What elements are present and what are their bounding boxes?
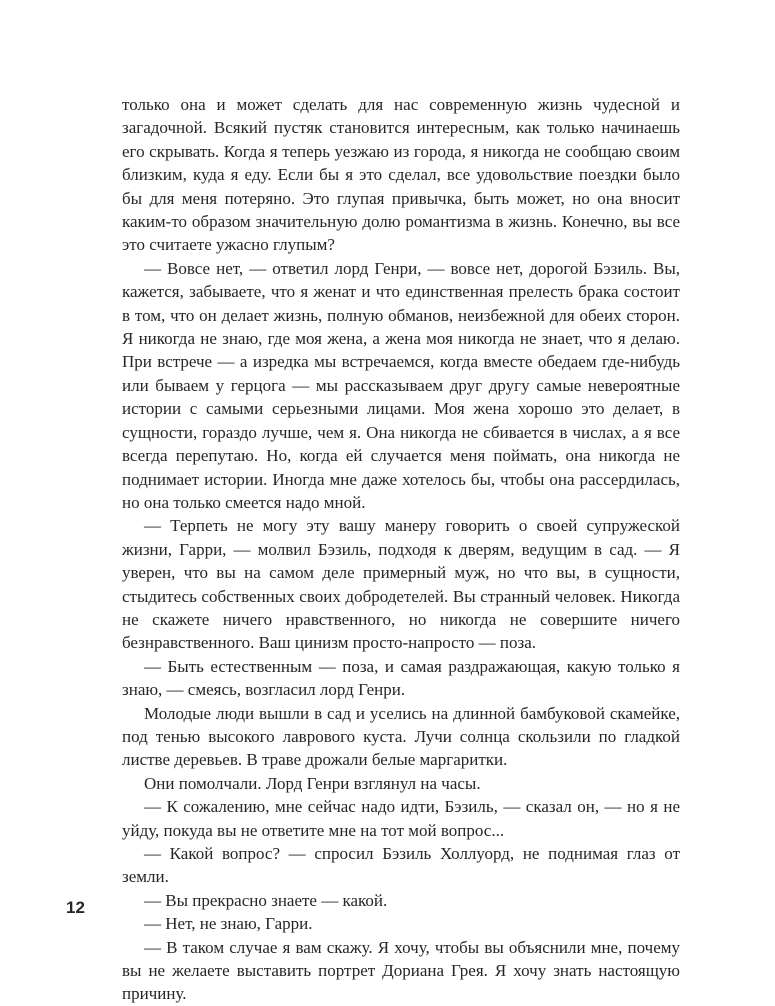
paragraph-11: — В таком случае я вам скажу. Я хочу, чтобы вы объяснили мне, почему вы не желаете выставить портрет Дориана Грея. Я хочу знать настоящую причину. [122,937,680,1004]
paragraph-4: — Быть естественным — поза, и самая раздражающая, какую только я знаю, — смеясь, возгласил лорд Генри. [122,656,680,700]
paragraph-5: Молодые люди вышли в сад и уселись на длинной бамбуковой скамейке, под тенью высокого лаврового куста. Лучи солнца скользили по гладкой листве деревьев. В траве дрожали белые маргаритки. [122,703,680,770]
paragraph-6: Они помолчали. Лорд Генри взглянул на часы. [144,773,481,793]
paragraph-3: — Терпеть не могу эту вашу манеру говорить о своей супружеской жизни, Гарри, — молвил Бэзиль, подходя к дверям, ведущим в сад. — Я уверен, что вы на самом деле примерный муж, но что вы, в сущности, стыдитесь собственных своих добродетелей. Вы странный человек. Никогда не скажете ничего нравственного, но никогда не совершите ничего безнравственного. Ваш цинизм просто-напросто — поза. [122,516,680,653]
page-text-block [122,93,680,1006]
paragraph-9: — Вы прекрасно знаете — какой. [144,890,388,910]
paragraph-1: только она и может сделать для нас современную жизнь чудесной и загадочной. Всякий пустяк становится интересным, как только начинаешь его скрывать. Когда я теперь уезжаю из города, я никогда не сообщаю своим близким, куда я еду. Если бы я это сделал, все удовольствие поездки было бы для меня потеряно. Это глупая привычка, быть может, но она вносит каким-то образом значительную долю романтизма в жизнь. Конечно, вы все это считаете ужасно глупым? [122,95,680,255]
paragraph-7: — К сожалению, мне сейчас надо идти, Бэзиль, — сказал он, — но я не уйду, покуда вы не ответите мне на тот мой вопрос... [122,797,680,840]
page-number: 12 [66,898,85,917]
paragraph-8: — Какой вопрос? — спросил Бэзиль Холлуорд, не поднимая глаз от земли. [122,844,680,887]
paragraph-2: — Вовсе нет, — ответил лорд Генри, — вовсе нет, дорогой Бэзиль. Вы, кажется, забываете, что я женат и что единственная прелесть брака состоит в том, что он делает жизнь, полную обманов, неизбежной для обеих сторон. Я никогда не знаю, где моя жена, а жена моя никогда не знает, что я делаю. При встрече — а изредка мы встречаемся, когда вместе обедаем где-нибудь или бываем у герцога — мы рассказываем друг другу самые невероятные истории с самыми серьезными лицами. Моя жена хорошо это делает, в сущности, гораздо лучше, чем я. Она никогда не сбивается в числах, а я все всегда перепутаю. Но, когда ей случается меня поймать, она никогда не поднимает истории. Иногда мне даже хотелось бы, чтобы она рассердилась, но она только смеется надо мной. [122,258,680,512]
paragraph-10: — Нет, не знаю, Гарри. [144,914,313,934]
